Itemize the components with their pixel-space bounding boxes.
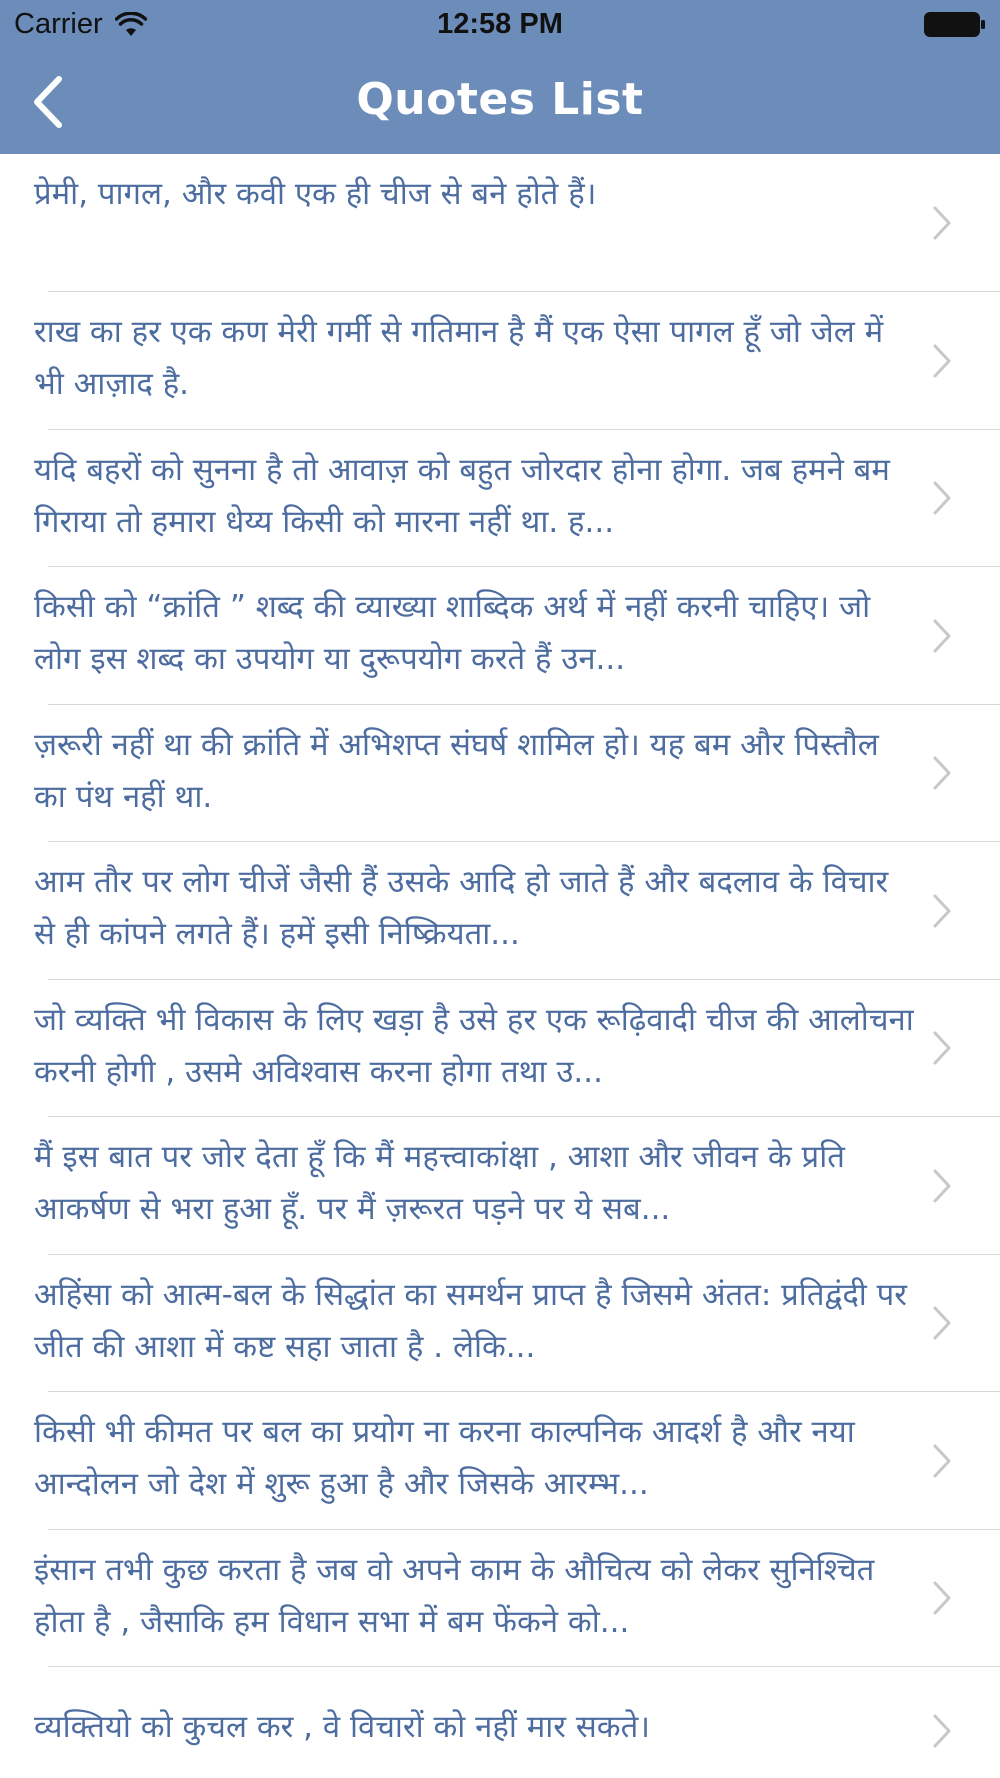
quote-row[interactable] (0, 430, 1000, 568)
chevron-right-icon (932, 755, 952, 791)
chevron-right-icon (932, 1580, 952, 1616)
navigation-bar (0, 50, 1000, 154)
carrier-label: Carrier (14, 8, 103, 40)
quote-text: मैं इस बात पर जोर देता हूँ कि मैं महत्त्वाकांक्षा , आशा और जीवन के प्रति आकर्षण से भरा हुआ हूँ. पर मैं ज़रूरत पड़ने पर ये सब... (34, 1139, 845, 1227)
quote-text: किसी को “क्रांति ” शब्द की व्याख्या शाब्दिक अर्थ में नहीं करनी चाहिए। जो लोग इस शब्द का उपयोग या दुरूपयोग करते हैं उन... (34, 589, 871, 677)
chevron-right-icon (932, 1030, 952, 1066)
chevron-right-icon (932, 343, 952, 379)
quote-row[interactable] (0, 1667, 1000, 1777)
chevron-right-icon (932, 1713, 952, 1749)
battery-icon (924, 12, 986, 37)
quote-row[interactable] (0, 1392, 1000, 1530)
quote-text: यदि बहरों को सुनना है तो आवाज़ को बहुत जोरदार होना होगा. जब हमने बम गिराया तो हमारा धेय्य किसी को मारना नहीं था. ह... (34, 451, 890, 540)
quote-text: व्यक्तियो को कुचल कर , वे विचारों को नहीं मार सकते। (34, 1709, 651, 1745)
quote-text: जो व्यक्ति भी विकास के लिए खड़ा है उसे हर एक रूढ़िवादी चीज की आलोचना करनी होगी , उसमे अविश्वास करना होगा तथा उ... (34, 1001, 914, 1090)
quote-row[interactable] (0, 1117, 1000, 1255)
quote-row[interactable] (0, 567, 1000, 705)
chevron-right-icon (932, 1168, 952, 1204)
chevron-right-icon (932, 1443, 952, 1479)
quote-row[interactable] (0, 1530, 1000, 1668)
chevron-right-icon (932, 618, 952, 654)
quote-text: प्रेमी, पागल, और कवी एक ही चीज से बने होते हैं। (34, 176, 597, 212)
quote-text: अहिंसा को आत्म-बल के सिद्धांत का समर्थन प्राप्त है जिसमे अंतत: प्रतिद्वंदी पर जीत की आशा में कष्ट सहा जाता है . लेकि... (34, 1276, 907, 1365)
quote-row[interactable] (0, 154, 1000, 292)
chevron-right-icon (932, 893, 952, 929)
quotes-list (0, 154, 1000, 1777)
quote-text: इंसान तभी कुछ करता है जब वो अपने काम के औचित्य को लेकर सुनिश्चित होता है , जैसाकि हम विधान सभा में बम फेंकने को... (34, 1551, 875, 1640)
header (0, 0, 1000, 154)
page-title: Quotes List (356, 74, 644, 125)
quote-row[interactable] (0, 980, 1000, 1118)
quote-row[interactable] (0, 292, 1000, 430)
quote-row[interactable] (0, 1255, 1000, 1393)
status-bar (0, 0, 1000, 50)
quote-text: राख का हर एक कण मेरी गर्मी से गतिमान है मैं एक ऐसा पागल हूँ जो जेल में भी आज़ाद है. (34, 314, 884, 402)
quote-text: किसी भी कीमत पर बल का प्रयोग ना करना काल्पनिक आदर्श है और नया आन्दोलन जो देश में शुरू हुआ है और जिसके आरम्भ... (34, 1414, 855, 1502)
chevron-right-icon (932, 205, 952, 241)
chevron-right-icon (932, 480, 952, 516)
quote-text: आम तौर पर लोग चीजें जैसी हैं उसके आदि हो जाते हैं और बदलाव के विचार से ही कांपने लगते हैं। हमें इसी निष्क्रियता... (34, 864, 889, 952)
chevron-right-icon (932, 1305, 952, 1341)
quote-text: ज़रूरी नहीं था की क्रांति में अभिशप्त संघर्ष शामिल हो। यह बम और पिस्तौल का पंथ नहीं था. (34, 726, 879, 815)
quote-row[interactable] (0, 705, 1000, 843)
quote-row[interactable] (0, 842, 1000, 980)
status-time: 12:58 PM (437, 8, 563, 40)
